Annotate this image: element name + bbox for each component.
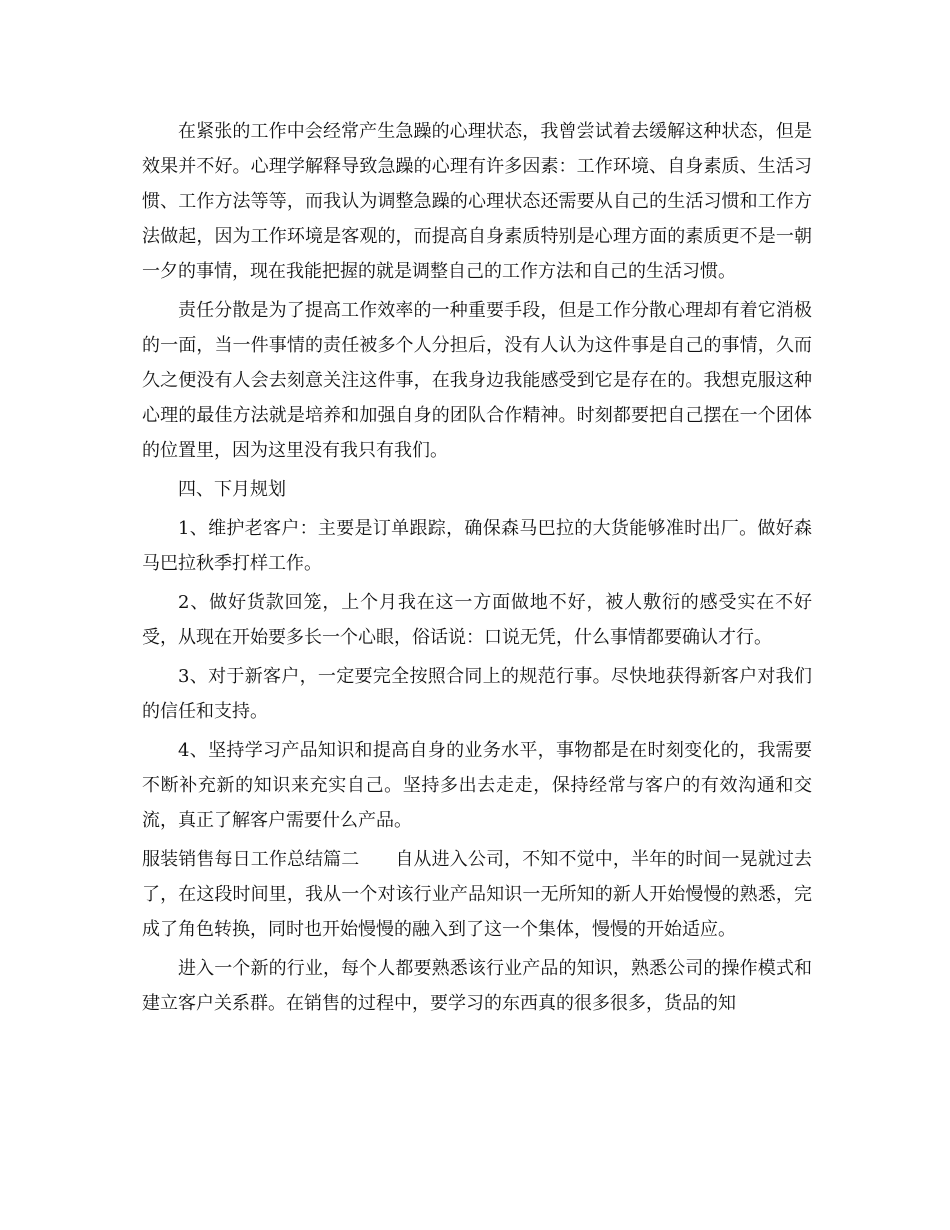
document-body [142, 114, 812, 1025]
plan-item-4: 4、坚持学习产品知识和提高自身的业务水平，事物都是在时刻变化的，我需要不断补充新的知识来充实自己。坚持多出去走走，保持经常与客户的有效沟通和交流，真正了解客户需要什么产品。 [142, 740, 812, 831]
section-two-title: 服装销售每日工作总结篇二 [142, 849, 360, 870]
plan-item-1: 1、维护老客户：主要是订单跟踪，确保森马巴拉的大货能够准时出厂。做好森马巴拉秋季打样工作。 [142, 518, 812, 574]
plan-item-3: 3、对于新客户，一定要完全按照合同上的规范行事。尽快地获得新客户对我们的信任和支持。 [142, 666, 812, 722]
section-two-paragraph [142, 842, 812, 947]
heading-next-month-plan: 四、下月规划 [178, 479, 286, 500]
paragraph-impatience: 在紧张的工作中会经常产生急躁的心理状态，我曾尝试着去缓解这种状态，但是效果并不好。心理学解释导致急躁的心理有许多因素：工作环境、自身素质、生活习惯、工作方法等等，而我认为调整急躁的心理状态还需要从自己的生活习惯和工作方法做起，因为工作环境是客观的，而提高自身素质特别是心理方面的素质更不是一朝一夕的事情，现在我能把握的就是调整自己的工作方法和自己的生活习惯。 [142, 121, 812, 282]
plan-item-2: 2、做好货款回笼，上个月我在这一方面做地不好，被人敷衍的感受实在不好受，从现在开始要多长一个心眼，俗话说：口说无凭，什么事情都要确认才行。 [142, 592, 812, 648]
paragraph-responsibility: 责任分散是为了提高工作效率的一种重要手段，但是工作分散心理却有着它消极的一面，当一件事情的责任被多个人分担后，没有人认为这件事是自己的事情，久而久之便没有人会去刻意关注这件事，在我身边我能感受到它是存在的。我想克服这种心理的最佳方法就是培养和加强自身的团队合作精神。时刻都要把自己摆在一个团体的位置里，因为这里没有我只有我们。 [142, 300, 812, 461]
paragraph-new-industry: 进入一个新的行业，每个人都要熟悉该行业产品的知识，熟悉公司的操作模式和建立客户关系群。在销售的过程中，要学习的东西真的很多很多，货品的知 [142, 958, 812, 1014]
section-two-intro: 自从进入公司，不知不觉中，半年的时间一晃就过去了，在这段时间里，我从一个对该行业产品知识一无所知的新人开始慢慢的熟悉，完成了角色转换，同时也开始慢慢的融入到了这一个集体，慢慢的开始适应。 [142, 849, 813, 940]
